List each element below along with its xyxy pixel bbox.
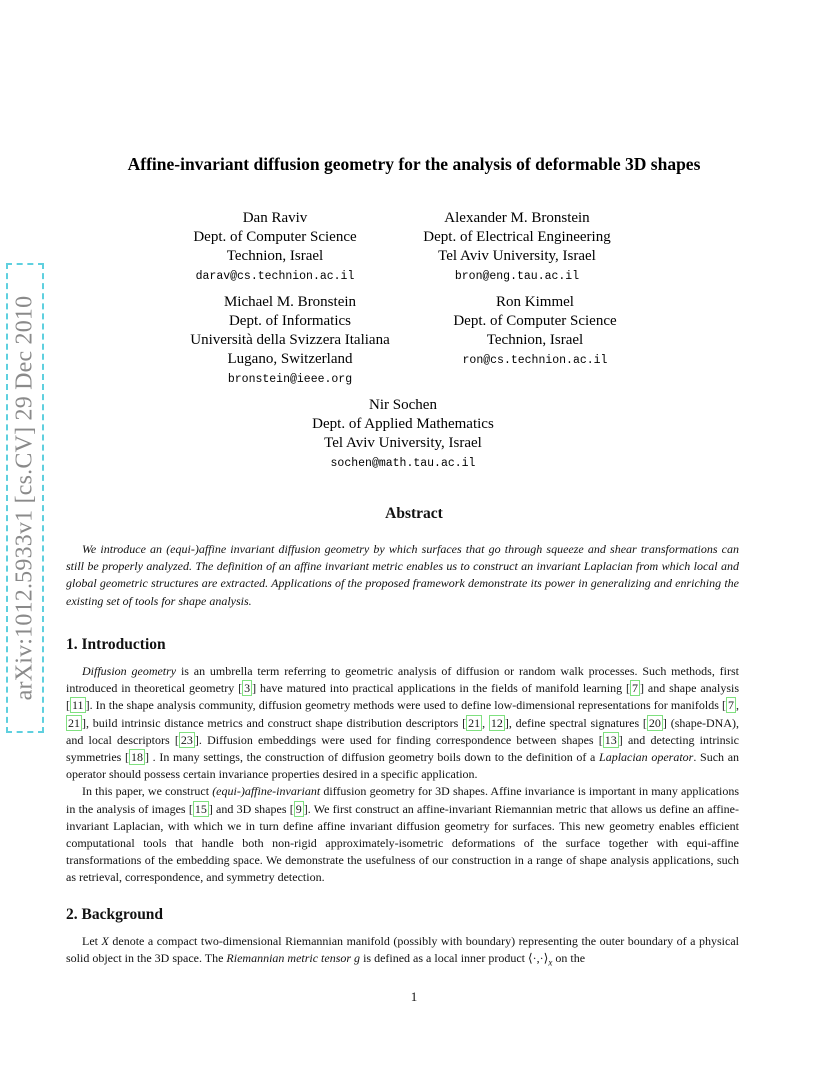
author-affiliation-line: Dept. of Electrical Engineering xyxy=(423,229,611,245)
author-affiliation-line: Technion, Israel xyxy=(486,332,584,348)
abstract-paragraph: We introduce an (equi-)affine invariant diffusion geometry by which surfaces that go through squeeze and shear transformations can still be properly analyzed. The definition of an affine invariant metric enables us to construct an invariant Laplacian from which local and global geometric structures are extracted. Applications of the proposed framework demonstrate its power in generalizing and enriching the existing set of tools for shape analysis. xyxy=(66,542,739,608)
section-body xyxy=(66,663,739,887)
author-email[interactable]: darav@cs.technion.ac.il xyxy=(195,270,355,283)
author-affiliation-line: Dept. of Computer Science xyxy=(453,313,617,329)
citation-link[interactable]: [ 13 ] xyxy=(598,732,623,747)
citation-link[interactable]: [ 15 ] xyxy=(188,801,213,816)
citation-link[interactable]: [ 20 ] xyxy=(642,715,667,730)
body-paragraph: Diffusion geometry is an umbrella term referring to geometric analysis of diffusion or random walk processes. Such methods, first introduced in theoretical geometry [ 3 ] have matured into practical applications in the fields of manifold learning [ 7 ] and shape analysis [ 11 ]. In the shape analysis community, diffusion geometry methods were used to define low-dimensional representations for manifolds [ 7 , 21 ], build intrinsic distance metrics and construct shape distribution descriptors [ 21 , 12 ], define spectral signatures [ 20 ] (shape-DNA), and local descriptors [ 23 ]. Diffusion embeddings were used for finding correspondence between shapes [ 13 ] and detecting intrinsic symmetries [ 18 ] . In many settings, the construction of diffusion geometry boils down to the definition of a Laplacian operator. Such an operator should possess certain invariance properties desired in a specific application. xyxy=(66,664,740,782)
citation-link[interactable]: [ 7 ] xyxy=(626,681,645,696)
abstract-text xyxy=(66,541,739,610)
page-number: 1 xyxy=(410,989,418,1004)
arxiv-stamp xyxy=(6,263,44,733)
author-block xyxy=(402,209,632,286)
body-paragraph: Let X denote a compact two-dimensional Riemannian manifold (possibly with boundary) representing the outer boundary of a physical solid object in the 3D space. The Riemannian metric tensor g is defined as a local inner product $⟨\cdot,\cdot⟩_x$ on the xyxy=(66,934,739,968)
author-affiliation-line: Tel Aviv University, Israel xyxy=(438,248,596,264)
author-block xyxy=(430,293,640,370)
citation-link[interactable]: [ 3 ] xyxy=(238,681,257,696)
arxiv-identifier: arXiv:1012.5933v1 [cs.CV] 29 Dec 2010 xyxy=(11,295,38,701)
citation-link[interactable]: [ 9 ] xyxy=(289,801,308,816)
author-email[interactable]: bron@eng.tau.ac.il xyxy=(454,270,580,283)
author-affiliation-line: Tel Aviv University, Israel xyxy=(324,435,482,451)
citation-link[interactable]: [ 11 ] xyxy=(66,698,90,713)
section-heading: 1. Introduction xyxy=(66,636,166,653)
author-affiliation-line: Università della Svizzera Italiana xyxy=(190,332,390,348)
author-affiliation-line: Dept. of Computer Science xyxy=(193,229,357,245)
author-name: Nir Sochen xyxy=(369,397,437,413)
citation-link[interactable]: [ 18 ] xyxy=(125,750,149,765)
author-block xyxy=(170,293,410,389)
author-block xyxy=(290,396,516,473)
author-name: Dan Raviv xyxy=(242,210,308,226)
author-email[interactable]: ron@cs.technion.ac.il xyxy=(462,354,608,367)
section-body xyxy=(66,933,739,972)
abstract-heading: Abstract xyxy=(385,505,443,522)
author-affiliation-line: Dept. of Applied Mathematics xyxy=(312,416,494,432)
author-affiliation-line: Lugano, Switzerland xyxy=(227,351,353,367)
citation-link[interactable]: [ 21 , 12 ] xyxy=(462,715,509,730)
author-affiliation-line: Technion, Israel xyxy=(226,248,324,264)
author-email[interactable]: bronstein@ieee.org xyxy=(227,373,353,386)
body-paragraph: In this paper, we construct (equi-)affine-invariant diffusion geometry for 3D shapes. Affine invariance is important in many applications in the analysis of images [ 15 ] and 3D shapes [ 9 ]. We first construct an affine-invariant Riemannian metric that allows us define an affine-invariant Laplacian, with which we in turn define affine invariant diffusion geometry for surfaces. This new geometry enables efficient computational tools that handle both non-rigid approximately-isometric deformations of the surface together with equi-affine transformations of the embedding space. We demonstrate the usefulness of our construction in a range of shape analysis applications, such as retrieval, correspondence, and symmetry detection. xyxy=(66,784,739,885)
author-name: Alexander M. Bronstein xyxy=(444,210,590,226)
author-email[interactable]: sochen@math.tau.ac.il xyxy=(330,457,476,470)
author-name: Michael M. Bronstein xyxy=(223,294,357,310)
citation-link[interactable]: [ 23 ] xyxy=(174,732,199,747)
author-name: Ron Kimmel xyxy=(496,294,574,310)
paper-title: Affine-invariant diffusion geometry for the analysis of deformable 3D shapes xyxy=(127,154,701,174)
author-affiliation-line: Dept. of Informatics xyxy=(228,313,352,329)
citation-link[interactable]: [ 7 , 21 ] xyxy=(68,698,739,730)
section-heading: 2. Background xyxy=(66,906,164,923)
author-block xyxy=(170,209,380,286)
